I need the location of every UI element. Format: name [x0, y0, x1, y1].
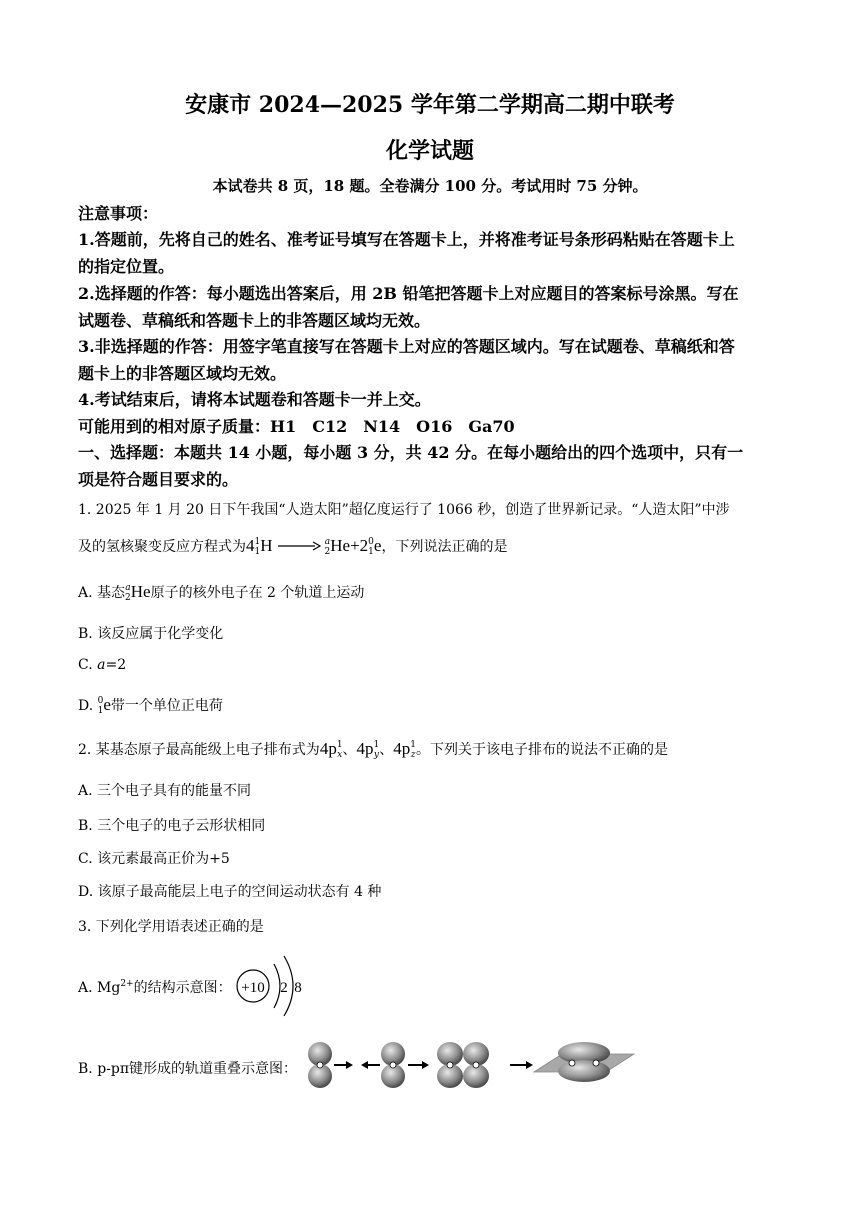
q1-option-d: D. 0 1 e带一个单位正电荷: [78, 695, 223, 716]
q1-stem-line-2: 及的氢核聚变反应方程式为4 1 1 H a 2 He+2 0 1 e，下列说法正确的是: [78, 536, 508, 557]
pp-pi-bond-overlap-diagram: [300, 1040, 640, 1090]
arrow-right-icon: [334, 1061, 353, 1069]
nucleus-charge: +10: [241, 980, 265, 996]
reaction-arrow-icon: [277, 539, 321, 555]
note-2-line-1: 2.选择题的作答：每小题选出答案后，用 2B 铅笔把答题卡上对应题目的答案标号涂黑。写在: [78, 284, 739, 303]
note-1-line-1: 1.答题前，先将自己的姓名、准考证号填写在答题卡上，并将准考证号条形码粘贴在答题卡上: [78, 230, 735, 249]
note-3-line-1: 3.非选择题的作答：用签字笔直接写在答题卡上对应的答题区域内。写在试题卷、草稿纸和答: [78, 337, 735, 356]
shell-2-count: 8: [294, 980, 302, 996]
q3-option-b-label: B. p-pπ键形成的轨道重叠示意图：: [78, 1061, 298, 1077]
q1-option-c: C. a=2: [78, 657, 127, 673]
arrow-right-icon: [408, 1061, 429, 1069]
q1-stem-line-1: 1. 2025 年 1 月 20 日下午我国“人造太阳”超亿度运行了 1066 秒，创造了世界新记录。“人造太阳”中涉: [78, 502, 730, 518]
note-1-line-2: 的指定位置。: [78, 257, 175, 276]
note-3-line-2: 题卡上的非答题区域均无效。: [78, 364, 287, 383]
arrow-right-icon: [510, 1061, 533, 1069]
q2-option-a: A. 三个电子具有的能量不同: [78, 783, 252, 799]
mg-ion-structure-diagram: [230, 948, 310, 1026]
q2-option-d: D. 该原子最高能层上电子的空间运动状态有 4 种: [78, 884, 382, 900]
shell-1-count: 2: [280, 980, 288, 996]
exam-subtitle: 化学试题: [385, 138, 474, 164]
q1-option-b: B. 该反应属于化学变化: [78, 626, 224, 642]
eq-hydrogen: H: [260, 536, 273, 555]
eq-helium: He: [330, 536, 351, 555]
notes-heading: 注意事项：: [78, 204, 159, 223]
section-1-line-2: 项是符合题目要求的。: [78, 470, 239, 489]
note-2-line-2: 试题卷、草稿纸和答题卡上的非答题区域均无效。: [78, 311, 431, 330]
p-orbital-2: [381, 1042, 405, 1088]
q2-option-b: B. 三个电子的电子云形状相同: [78, 818, 266, 834]
eq-coef-1: 4: [246, 536, 255, 555]
q2-option-c: C. 该元素最高正价为+5: [78, 851, 230, 867]
q2-stem: 2. 某基态原子最高能级上电子排布式为4p 1 x 、4p 1 y 、4p 1 z 。下列关于该电子排布的说法不正确的是: [78, 739, 669, 760]
note-4: 4.考试结束后，请将本试题卷和答题卡一并上交。: [78, 390, 431, 409]
eq-electron: e: [373, 536, 382, 555]
q3-option-a-label: A. $Mg^{2+}$的结构示意图：: [78, 979, 232, 996]
exam-info: 本试卷共 8 页，18 题。全卷满分 100 分。考试用时 75 分钟。: [212, 177, 648, 195]
q1-option-a: A. 基态 a 2 He原子的核外电子在 2 个轨道上运动: [78, 582, 365, 603]
overlapping-p-orbitals: [437, 1042, 489, 1088]
pi-bond-result: [534, 1042, 634, 1082]
section-1-line-1: 一、选择题：本题共 14 小题，每小题 3 分，共 42 分。在每小题给出的四个选项中，只有一: [78, 443, 744, 462]
exam-title: 安康市 2024—2025 学年第二学期高二期中联考: [185, 92, 675, 118]
q3-stem: 3. 下列化学用语表述正确的是: [78, 919, 264, 935]
arrow-left-icon: [361, 1061, 380, 1069]
p-orbital-1: [308, 1042, 332, 1088]
atomic-mass-line: 可能用到的相对原子质量：H1 C12 N14 O16 Ga70: [78, 417, 515, 436]
